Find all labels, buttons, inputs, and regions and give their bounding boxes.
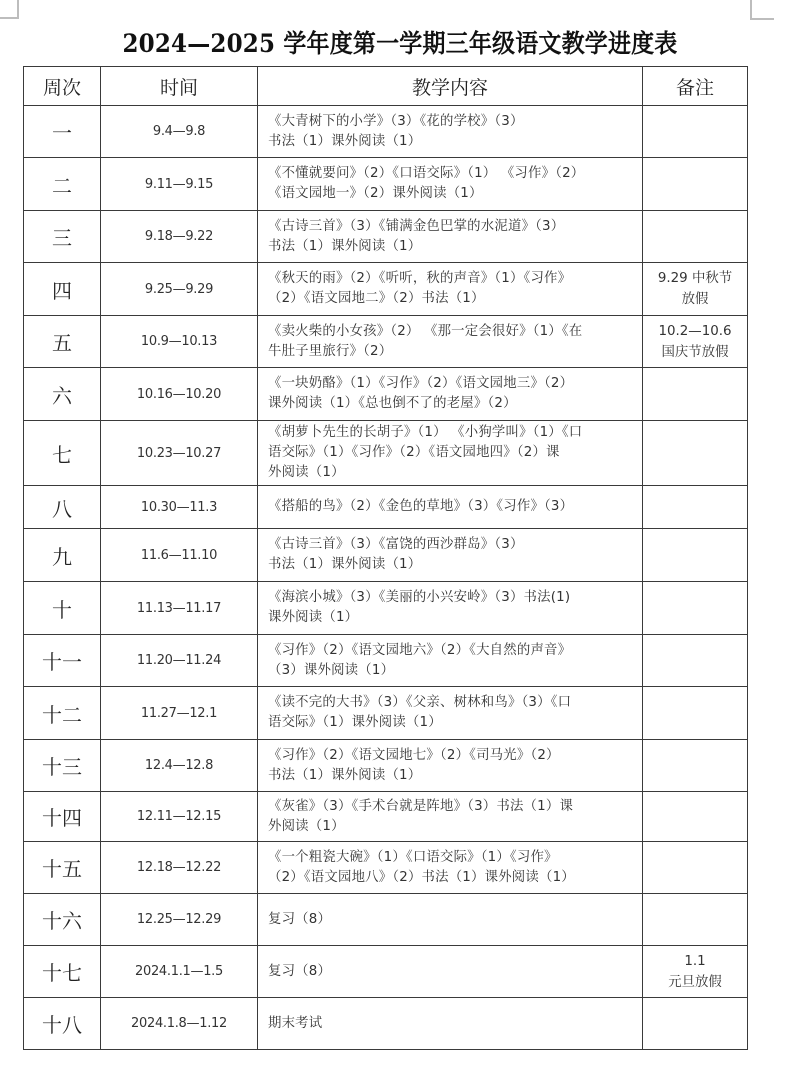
date-cell: 2024.1.1—1.5 xyxy=(101,946,258,998)
note-cell xyxy=(643,998,748,1050)
table-row xyxy=(24,582,748,635)
content-cell xyxy=(258,842,643,894)
content-cell xyxy=(258,486,643,529)
content-cell xyxy=(258,635,643,687)
table-body xyxy=(24,106,748,1050)
content-line: 《古诗三首》（3）《铺满金色巴掌的水泥道》（3） xyxy=(268,218,565,234)
date-cell: 9.18—9.22 xyxy=(101,211,258,263)
week-cell: 四 xyxy=(24,263,101,316)
date-cell: 11.13—11.17 xyxy=(101,582,258,635)
date-cell: 10.30—11.3 xyxy=(101,486,258,529)
note-line: 10.2—10.6 xyxy=(658,323,732,339)
week-cell: 八 xyxy=(24,486,101,529)
week-cell: 十四 xyxy=(24,792,101,842)
table-row xyxy=(24,998,748,1050)
table-row xyxy=(24,740,748,792)
content-cell xyxy=(258,158,643,211)
table-header-row xyxy=(24,67,748,106)
date-cell: 9.11—9.15 xyxy=(101,158,258,211)
week-cell: 七 xyxy=(24,421,101,486)
teaching-schedule-table xyxy=(23,66,748,1050)
content-line: 书法（1）课外阅读（1） xyxy=(268,238,422,254)
table-row xyxy=(24,635,748,687)
note-line: 放假 xyxy=(681,292,709,307)
content-line: 复习（8） xyxy=(268,963,332,979)
content-line: （3）课外阅读（1） xyxy=(268,662,395,678)
week-cell: 十六 xyxy=(24,894,101,946)
week-cell: 十五 xyxy=(24,842,101,894)
week-cell: 十三 xyxy=(24,740,101,792)
note-cell xyxy=(643,263,748,316)
content-line: 《古诗三首》（3）《富饶的西沙群岛》（3） xyxy=(268,537,524,552)
table-row xyxy=(24,946,748,998)
note-cell xyxy=(643,529,748,582)
note-line: 9.29 中秋节 xyxy=(657,271,733,286)
content-line: 语交际》（1）课外阅读（1） xyxy=(268,715,442,730)
note-cell xyxy=(643,421,748,486)
crop-mark-top-left xyxy=(0,0,19,19)
table-row xyxy=(24,211,748,263)
week-cell: 九 xyxy=(24,529,101,582)
table-row xyxy=(24,316,748,368)
content-line: 《海滨小城》（3）《美丽的小兴安岭》（3）书法(1) xyxy=(268,590,571,605)
week-cell: 十二 xyxy=(24,687,101,740)
table-row xyxy=(24,894,748,946)
content-cell xyxy=(258,211,643,263)
note-cell xyxy=(643,842,748,894)
note-cell xyxy=(643,211,748,263)
content-line: 书法（1）课外阅读（1） xyxy=(268,557,422,572)
content-line: 复习（8） xyxy=(268,911,332,927)
note-cell xyxy=(643,486,748,529)
content-cell xyxy=(258,582,643,635)
week-cell: 十七 xyxy=(24,946,101,998)
table-row xyxy=(24,263,748,316)
content-line: （2）《语文园地八》（2）书法（1）课外阅读（1） xyxy=(268,869,575,885)
content-line: 《灰雀》（3）《手术台就是阵地》（3）书法（1）课 xyxy=(268,798,574,814)
content-line: 《秋天的雨》（2）《听听，秋的声音》（1）《习作》 xyxy=(268,271,572,286)
note-cell xyxy=(643,792,748,842)
week-cell: 十一 xyxy=(24,635,101,687)
table-row xyxy=(24,529,748,582)
note-line: 国庆节放假 xyxy=(661,344,729,360)
table-row xyxy=(24,486,748,529)
content-line: 期末考试 xyxy=(268,1015,323,1031)
content-line: 外阅读（1） xyxy=(268,818,345,834)
date-cell: 9.25—9.29 xyxy=(101,263,258,316)
date-cell: 11.27—12.1 xyxy=(101,687,258,740)
note-cell xyxy=(643,894,748,946)
week-cell: 十八 xyxy=(24,998,101,1050)
week-cell: 十 xyxy=(24,582,101,635)
date-cell: 11.20—11.24 xyxy=(101,635,258,687)
content-line: 语交际》（1）《习作》（2）《语文园地四》（2）课 xyxy=(268,445,560,460)
content-cell xyxy=(258,421,643,486)
week-cell: 五 xyxy=(24,316,101,368)
content-cell xyxy=(258,740,643,792)
note-cell xyxy=(643,582,748,635)
date-cell: 10.16—10.20 xyxy=(101,368,258,421)
note-cell xyxy=(643,316,748,368)
date-cell: 10.23—10.27 xyxy=(101,421,258,486)
note-cell xyxy=(643,687,748,740)
table-row xyxy=(24,368,748,421)
content-line: （2）《语文园地二》（2）书法（1） xyxy=(268,291,485,306)
header-date: 时间 xyxy=(101,67,258,106)
note-cell xyxy=(643,158,748,211)
date-cell: 11.6—11.10 xyxy=(101,529,258,582)
week-cell: 一 xyxy=(24,106,101,158)
note-line: 1.1 xyxy=(684,953,706,969)
content-line: 《习作》（2）《语文园地七》（2）《司马光》（2） xyxy=(268,747,560,763)
content-line: 外阅读（1） xyxy=(268,465,345,480)
header-week: 周次 xyxy=(24,67,101,106)
content-line: 《语文园地一》（2）课外阅读（1） xyxy=(268,186,483,201)
note-line: 元旦放假 xyxy=(668,974,722,990)
content-line: 《一个粗瓷大碗》（1）《口语交际》（1）《习作》 xyxy=(268,849,558,865)
content-line: 牛肚子里旅行》（2） xyxy=(268,343,393,359)
table-row xyxy=(24,842,748,894)
note-cell xyxy=(643,740,748,792)
content-cell xyxy=(258,687,643,740)
crop-mark-top-right xyxy=(750,0,774,20)
note-cell xyxy=(643,368,748,421)
header-content: 教学内容 xyxy=(258,67,643,106)
content-line: 书法（1）课外阅读（1） xyxy=(268,133,422,149)
note-cell xyxy=(643,106,748,158)
table-row xyxy=(24,687,748,740)
content-line: 课外阅读（1） xyxy=(268,610,359,625)
week-cell: 六 xyxy=(24,368,101,421)
content-line: 书法（1）课外阅读（1） xyxy=(268,767,422,783)
table-row xyxy=(24,792,748,842)
date-cell: 12.11—12.15 xyxy=(101,792,258,842)
note-cell xyxy=(643,946,748,998)
content-line: 《卖火柴的小女孩》（2） 《那一定会很好》（1）《在 xyxy=(268,323,583,339)
content-line: 《读不完的大书》（3）《父亲、树林和鸟》（3）《口 xyxy=(268,695,572,710)
date-cell: 10.9—10.13 xyxy=(101,316,258,368)
date-cell: 12.25—12.29 xyxy=(101,894,258,946)
date-cell: 9.4—9.8 xyxy=(101,106,258,158)
content-cell xyxy=(258,368,643,421)
week-cell: 二 xyxy=(24,158,101,211)
content-line: 《习作》（2）《语文园地六》（2）《大自然的声音》 xyxy=(268,642,572,658)
content-cell xyxy=(258,316,643,368)
note-cell xyxy=(643,635,748,687)
date-cell: 2024.1.8—1.12 xyxy=(101,998,258,1050)
table-row xyxy=(24,158,748,211)
date-cell: 12.18—12.22 xyxy=(101,842,258,894)
content-line: 《胡萝卜先生的长胡子》（1） 《小狗学叫》（1）《口 xyxy=(268,425,583,440)
content-cell xyxy=(258,792,643,842)
content-cell xyxy=(258,263,643,316)
date-cell: 12.4—12.8 xyxy=(101,740,258,792)
table-row xyxy=(24,106,748,158)
content-cell xyxy=(258,946,643,998)
document-title: 2024—2025 学年度第一学期三年级语文教学进度表 xyxy=(122,29,678,58)
content-cell xyxy=(258,894,643,946)
table-row xyxy=(24,421,748,486)
content-cell xyxy=(258,529,643,582)
content-line: 《不懂就要问》（2）《口语交际》（1） 《习作》（2） xyxy=(268,166,585,181)
content-line: 《大青树下的小学》（3）《花的学校》（3） xyxy=(268,113,524,129)
content-cell xyxy=(258,998,643,1050)
week-cell: 三 xyxy=(24,211,101,263)
header-note: 备注 xyxy=(643,67,748,106)
content-line: 《一块奶酪》（1）《习作》（2）《语文园地三》（2） xyxy=(268,376,574,391)
content-line: 《搭船的鸟》（2）《金色的草地》（3）《习作》（3） xyxy=(268,499,574,514)
content-cell xyxy=(258,106,643,158)
content-line: 课外阅读（1）《总也倒不了的老屋》（2） xyxy=(268,396,517,411)
